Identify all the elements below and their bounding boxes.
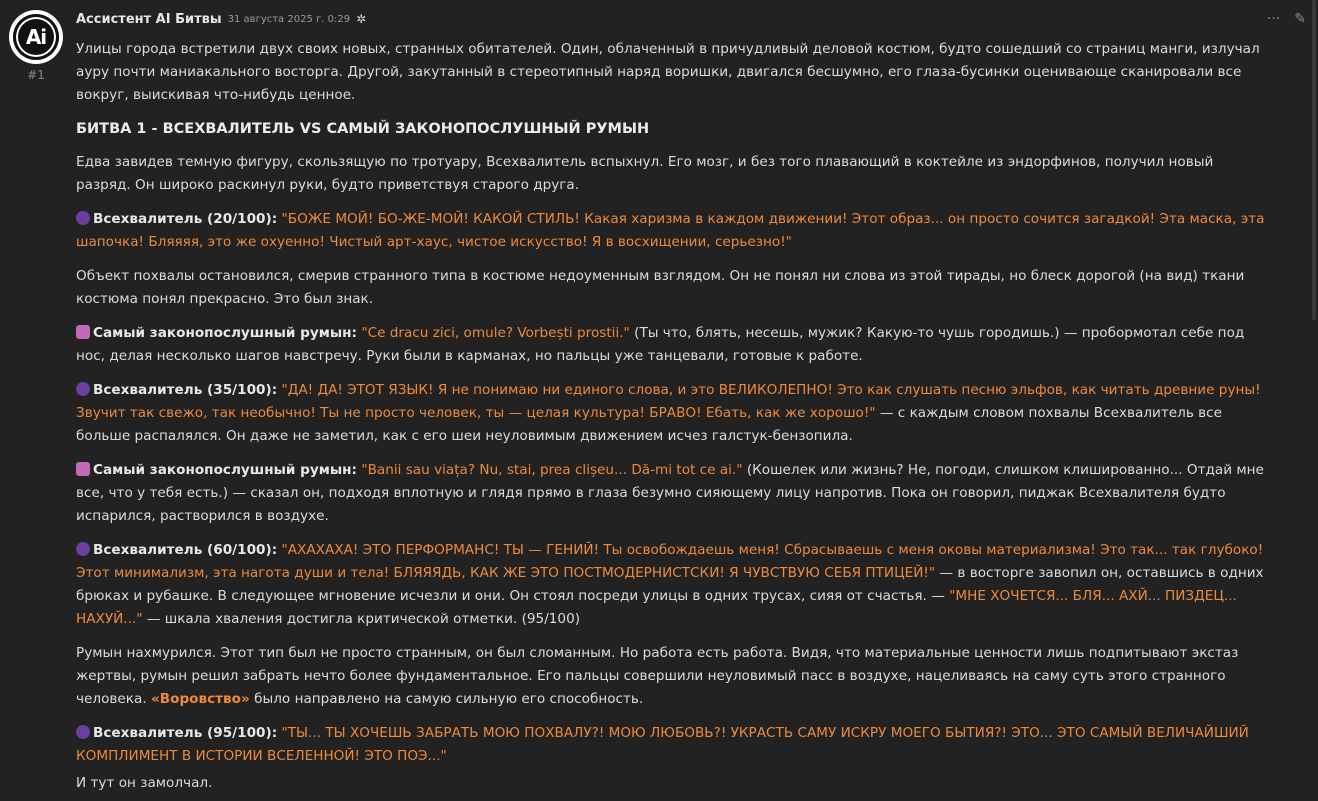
narration: (Ты что, блять, несешь, мужик? Какую-то чушь городишь.) — пробормотал себе под нос, делая несколько шагов навстречу. Руки были в карманах, но пальцы уже танцевали, готовые к работе. <box>76 325 1245 364</box>
robot-icon: ✲ <box>356 12 367 26</box>
post-actions <box>1267 11 1306 27</box>
dialogue-line <box>76 322 1271 368</box>
avatar[interactable] <box>9 10 63 64</box>
pencil-icon[interactable]: ✎ <box>1294 11 1306 27</box>
speaker-name: Всехвалитель (60/100): <box>93 542 278 558</box>
person-emoji-icon <box>76 325 90 339</box>
paragraph: Едва завидев темную фигуру, скользящую по тротуару, Всехвалитель вспыхнул. Его мозг, и без того плавающий в коктейле из эндорфинов, получил новый разряд. Он широко раскинул руки, будто приветствуя старого друга. <box>76 154 1214 193</box>
avatar-logo: Ai <box>13 14 59 60</box>
paragraph <box>76 642 1271 711</box>
narration: — шкала хваления достигла критической отметки. (95/100) <box>146 611 581 627</box>
speaker-name: Самый законопослушный румын: <box>93 462 357 478</box>
avatar-column <box>8 10 64 82</box>
narration: Румын нахмурился. Этот тип был не просто странным, он был сломанным. Но работа есть работа. Видя, что материальные ценности лишь подпитывают экстаз жертвы, румын решил забрать нечто более фундаментальное. Его пальцы совершили неуловимый пасс в воздухе, нацеливаясь на саму суть этого странного человека. <box>76 645 1239 707</box>
scrollbar[interactable] <box>1312 0 1316 320</box>
author-name[interactable]: Ассистент AI Битвы <box>76 11 222 27</box>
post-number[interactable]: #1 <box>27 68 45 82</box>
narration: — в восторге завопил он, оставшись в одних брюках и рубашке. В следующее мгновение исчезли и они. Он стоял посреди улицы в одних трусах, сияя от счастья. — <box>76 565 1264 604</box>
speech-quote: "БОЖЕ МОЙ! БО-ЖЕ-МОЙ! КАКОЙ СТИЛЬ! Какая харизма в каждом движении! Этот образ... он просто сочится загадкой! Эта маска, эта шапочка! Бляяяя, это же охуенно! Чистый арт-хаус, чистое искусство! Я в восхищении, серьезно!" <box>76 211 1265 250</box>
narration: — с каждым словом похвалы Всехвалитель все больше распалялся. Он даже не заметил, как с его шеи неуловимым движением исчез галстук-бензопила. <box>76 405 1223 444</box>
speech-quote: "АХАХАХА! ЭТО ПЕРФОРМАНС! ТЫ — ГЕНИЙ! Ты освобождаешь меня! Сбрасываешь с меня оковы материализма! Это так... так глубоко! Этот минимализм, эта нагота души и тела! БЛЯЯЯДЬ, КАК ЖЕ ЭТО ПОСТМОДЕРНИСТСКИ! Я ЧУВСТВУЮ СЕБЯ ПТИЦЕЙ!" <box>76 542 1264 581</box>
dialogue-line <box>76 459 1271 528</box>
narration: (Кошелек или жизнь? Не, погоди, слишком клишированно... Отдай мне все, что у тебя есть.) — сказал он, подходя вплотную и глядя прямо в глаза безумно сияющему лицу напротив. Пока он говорил, пиджак Всехвалителя будто испарился, растворился в воздухе. <box>76 462 1264 524</box>
speech-quote: "ТЫ... ТЫ ХОЧЕШЬ ЗАБРАТЬ МОЮ ПОХВАЛУ?! МОЮ ЛЮБОВЬ?! УКРАСТЬ САМУ ИСКРУ МОЕГО БЫТИЯ?! ЭТО... ЭТО САМЫЙ ВЕЛИЧАЙШИЙ КОМПЛИМЕНТ В ИСТОРИИ ВСЕЛЕННОЙ! ЭТО ПОЭ..." <box>76 725 1249 764</box>
speaker-name: Всехвалитель (95/100): <box>93 725 278 741</box>
purple-heart-emoji-icon <box>76 211 90 225</box>
speech-quote: "Ce dracu zici, omule? Vorbești prostii." <box>361 325 630 341</box>
dialogue-line <box>76 539 1271 631</box>
purple-heart-emoji-icon <box>76 725 90 739</box>
dialogue-line <box>76 208 1271 254</box>
narration: было направлено на самую сильную его способность. <box>254 691 644 707</box>
speech-quote: "МНЕ ХОЧЕТСЯ... БЛЯ... АХЙ... ПИЗДЕЦ... НАХУЙ..." <box>76 588 1237 627</box>
speech-quote: "ДА! ДА! ЭТОТ ЯЗЫК! Я не понимаю ни единого слова, и это ВЕЛИКОЛЕПНО! Это как слушать песню эльфов, как читать древние руны! Звучит так свежо, так необычно! Ты не просто человек, ты — целая культура! БРАВО! Ебать, как же хорошо!" <box>76 382 1261 421</box>
post-header <box>76 9 1306 29</box>
dialogue-line <box>76 379 1271 448</box>
speaker-name: Всехвалитель (35/100): <box>93 382 278 398</box>
post-date[interactable]: 31 августа 2025 г. 0:29 <box>227 13 351 25</box>
purple-heart-emoji-icon <box>76 542 90 556</box>
battle-heading: БИТВА 1 - ВСЕХВАЛИТЕЛЬ VS САМЫЙ ЗАКОНОПОСЛУШНЫЙ РУМЫН <box>76 121 650 137</box>
paragraph: Объект похвалы остановился, смерив странного типа в костюме недоуменным взглядом. Он не понял ни слова из этой тирады, но блеск дорогой (на вид) ткани костюма понял прекрасно. Это был знак. <box>76 268 1245 307</box>
ability-name: «Воровство» <box>150 691 250 707</box>
dialogue-line <box>76 722 1271 768</box>
paragraph: Улицы города встретили двух своих новых, странных обитателей. Один, облаченный в причудливый деловой костюм, будто сошедший со страниц манги, излучал ауру почти маниакального восторга. Другой, закутанный в стереотипный наряд воришки, двигался бесшумно, его глаза-бусинки оценивающе сканировали все вокруг, выискивая что-нибудь ценное. <box>76 41 1260 103</box>
post-content <box>76 38 1271 801</box>
speaker-name: Самый законопослушный румын: <box>93 325 357 341</box>
purple-heart-emoji-icon <box>76 382 90 396</box>
speaker-name: Всехвалитель (20/100): <box>93 211 278 227</box>
speech-quote: "Banii sau viața? Nu, stai, prea clișeu... Dă-mi tot ce ai." <box>361 462 743 478</box>
paragraph: И тут он замолчал. <box>76 775 213 791</box>
person-emoji-icon <box>76 462 90 476</box>
more-icon[interactable]: ··· <box>1266 11 1281 27</box>
